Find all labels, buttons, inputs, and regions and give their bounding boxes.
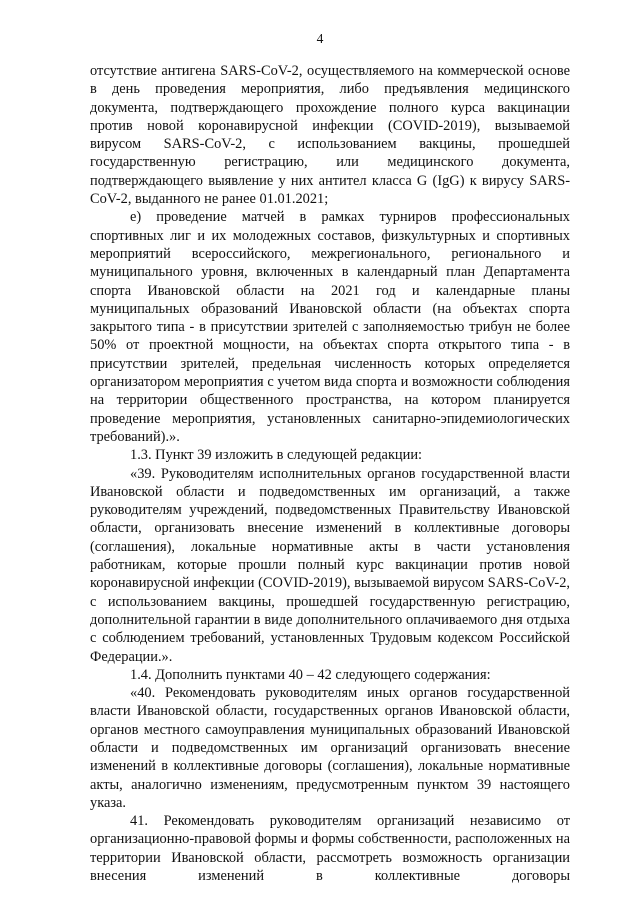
paragraph-sports-events: е) проведение матчей в рамках турниров профессиональных спортивных лиг и их молодежных составов, физкультурных и спортивных мероприятий всероссийского, межрегионального, регионального и муниципального уровня, включенных в календарный план Департамента спорта Ивановской области на 2021 год и календарные планы муниципальных образований Ивановской области (на объектах спорта закрытого типа - в присутствии зрителей с заполняемостью трибун не более 50% от проектной мощности, на объектах спорта открытого типа - в присутствии зрителей, предельная численность которых определяется организатором мероприятия с учетом вида спорта и возможности соблюдения на территории общественного пространства, на котором планируется проведение мероприятия, установленных санитарно-эпидемиологических требований).».: [90, 209, 570, 445]
page-number: 4: [316, 31, 324, 46]
paragraph-point-39: «39. Руководителям исполнительных органов государственной власти Ивановской области и подведомственных им организаций, а также руководителям учреждений, подведомственных Правительству Ивановской области, организовать внесение изменений в коллективные договоры (соглашения), локальные нормативные акты в части установления работникам, которые прошли полный курс вакцинации против новой коронавирусной инфекции (COVID-2019), вызываемой вирусом SARS-CoV-2, с использованием вакцины, прошедшей государственную регистрацию, дополнительной гарантии в виде дополнительного оплачиваемого дня отдыха с соблюдением требований, установленных Трудовым кодексом Российской Федерации.».: [90, 465, 570, 665]
paragraph-point-41: 41. Рекомендовать руководителям организаций независимо от организационно-правовой формы и формы собственности, расположенных на территории Ивановской области, рассмотреть возможность организации внесения изменений в коллективные договоры: [90, 813, 570, 885]
paragraph-item-1-4: 1.4. Дополнить пунктами 40 – 42 следующего содержания:: [130, 666, 491, 683]
paragraph-item-1-3: 1.3. Пункт 39 изложить в следующей редакции:: [130, 447, 423, 464]
paragraph-antigen-test: отсутствие антигена SARS-CoV-2, осуществляемого на коммерческой основе в день проведения мероприятия, либо предъявления медицинского документа, подтверждающего прохождение полного курса вакцинации против новой коронавирусной инфекции (COVID-2019), вызываемой вирусом SARS-CoV-2, с использованием вакцины, прошедшей государственную регистрацию, или медицинского документа, подтверждающего выявление у них антител класса G (IgG) к вирусу SARS-CoV-2, выданного не ранее 01.01.2021;: [90, 63, 570, 208]
document-body: [90, 62, 570, 885]
paragraph-point-40: «40. Рекомендовать руководителям иных органов государственной власти Ивановской области, государственных органов Ивановской области, органов местного самоуправления муниципальных образований Ивановской области и подведомственных им организаций организовать внесение изменений в коллективные договоры (соглашения), локальные нормативные акты, аналогично изменениям, предусмотренным пунктом 39 настоящего указа.: [90, 685, 570, 811]
